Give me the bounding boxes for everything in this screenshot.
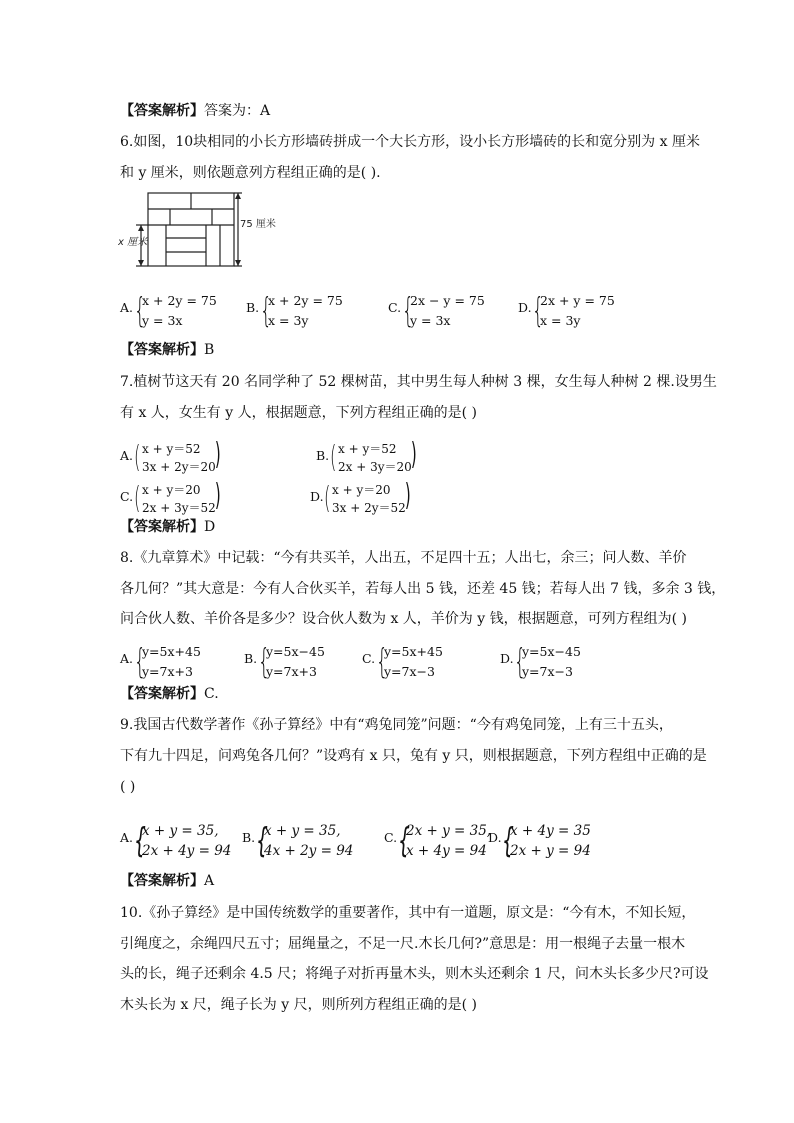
equation: x + y＝52 (142, 442, 201, 456)
equation: 2x + 3y＝52 (142, 501, 216, 515)
q10-line3: 头的长，绳子还剩余 4.5 尺；将绳子对折再量木头，则木头还剩余 1 尺，问木头长多少尺?可设 (120, 966, 709, 982)
q6-line1: 6.如图，10块相同的小长方形墙砖拼成一个大长方形，设小长方形墙砖的长和宽分别为 x 厘米 (120, 134, 700, 150)
equation: y=5x−45 (266, 644, 325, 659)
q8-line2: 各几何？”其大意是：今有人合伙买羊，若每人出 5 钱，还差 45 钱；若每人出 7 钱，多余 3 钱， (120, 581, 726, 597)
option-label: C. (120, 489, 134, 504)
q6-answer (120, 340, 214, 360)
equation: x + 2y = 75 (268, 293, 343, 308)
answer-tag: 【答案解析】 (120, 519, 204, 535)
equation: y=5x+45 (142, 644, 201, 659)
option-label: C. (384, 830, 398, 845)
equation: 2x + y = 35, (406, 823, 492, 839)
answer-text: D (204, 519, 216, 535)
equation: 2x + 4y = 94 (142, 843, 232, 859)
q8-line1: 8.《九章算术》中记载：“今有共买羊，人出五，不足四十五；人出七，余三；问人数、羊价 (120, 550, 687, 566)
answer-text: B (204, 342, 215, 358)
equation: x + y＝52 (338, 442, 397, 456)
option-label: D. (488, 830, 502, 845)
equation: x + 2y = 75 (142, 293, 217, 308)
option-label: A. (120, 300, 134, 315)
q8-line3: 问合伙人数、羊价各是多少？设合伙人数为 x 人，羊价为 y 钱，根据题意，可列方程组为( ) (120, 611, 687, 627)
option-label: B. (244, 651, 258, 666)
q9-line3: ( ) (120, 779, 136, 795)
option-label: B. (246, 300, 260, 315)
equation: y=7x+3 (142, 664, 193, 679)
equation: x + y = 35, (142, 823, 219, 839)
q7-line2: 有 x 人，女生有 y 人，根据题意，下列方程组正确的是( ) (120, 405, 477, 421)
equation: x + y = 35, (264, 823, 341, 839)
equation: y=7x−3 (522, 664, 573, 679)
equation: x = 3y (540, 313, 581, 328)
answer-tag: 【答案解析】 (120, 686, 204, 702)
equation: y=5x+45 (384, 644, 443, 659)
right-paren: ) (404, 478, 411, 513)
option-label: A. (120, 448, 134, 463)
equation: 3x + 2y＝52 (332, 501, 406, 515)
q6-label-75: 75 厘米 (240, 219, 276, 230)
q6-label-x: x 厘米 (118, 237, 148, 248)
equation: y = 3x (142, 313, 183, 328)
option-label: C. (388, 300, 402, 315)
equation: y=7x+3 (266, 664, 317, 679)
option-label: A. (120, 651, 134, 666)
answer-tag: 【答案解析】 (120, 103, 204, 119)
q7-answer (120, 517, 215, 537)
q10-line1: 10.《孙子算经》是中国传统数学的重要著作，其中有一道题，原文是：“今有木，不知长短， (120, 905, 696, 921)
answer-tag: 【答案解析】 (120, 342, 204, 358)
equation: x + 4y = 94 (406, 843, 487, 859)
equation: 2x + y = 94 (510, 843, 591, 859)
equation: x + y＝20 (332, 483, 391, 497)
equation: x + 4y = 35 (510, 823, 591, 839)
q10-line4: 木头长为 x 尺，绳子长为 y 尺，则所列方程组正确的是( ) (120, 997, 477, 1013)
equation: 2x − y = 75 (410, 293, 485, 308)
answer-text: A (204, 873, 215, 889)
option-label: A. (120, 830, 134, 845)
option-label: D. (518, 300, 532, 315)
q6-line2: 和 y 厘米，则依题意列方程组正确的是( ). (120, 165, 381, 181)
equation: y = 3x (410, 313, 451, 328)
equation: 2x + 3y＝20 (338, 460, 412, 474)
option-label: B. (316, 448, 330, 463)
q7-line1: 7.植树节这天有 20 名同学种了 52 棵树苗，其中男生每人种树 3 棵，女生每人种树 2 棵.设男生 (120, 374, 717, 390)
option-label: B. (242, 830, 256, 845)
option-label: D. (310, 489, 324, 504)
q9-line2: 下有九十四足，问鸡兔各几何？”设鸡有 x 只，兔有 y 只，则根据题意，下列方程组中正确的是 (120, 748, 707, 764)
equation: y=5x−45 (522, 644, 581, 659)
right-paren: ) (214, 478, 221, 513)
answer-text: C. (204, 686, 219, 702)
option-label: C. (362, 651, 376, 666)
q8-answer (120, 684, 219, 704)
equation: y=7x−3 (384, 664, 435, 679)
q9-answer (120, 871, 214, 891)
equation: 2x + y = 75 (540, 293, 615, 308)
equation: x + y＝20 (142, 483, 201, 497)
equation: x = 3y (268, 313, 309, 328)
answer-text: 答案为：A (204, 103, 271, 119)
q10-line2: 引绳度之，余绳四尺五寸；屈绳量之，不足一尺.木长几何?”意思是：用一根绳子去量一根木 (120, 936, 686, 952)
answer-tag: 【答案解析】 (120, 873, 204, 889)
q6-brick-figure (118, 190, 278, 272)
equation: 3x + 2y＝20 (142, 460, 216, 474)
option-label: D. (500, 651, 514, 666)
q9-line1: 9.我国古代数学著作《孙子算经》中有“鸡兔同笼”问题：“今有鸡兔同笼，上有三十五头， (120, 717, 673, 733)
right-paren: ) (214, 437, 221, 472)
equation: 4x + 2y = 94 (264, 843, 354, 859)
right-paren: ) (410, 437, 417, 472)
answer-5 (120, 101, 270, 121)
